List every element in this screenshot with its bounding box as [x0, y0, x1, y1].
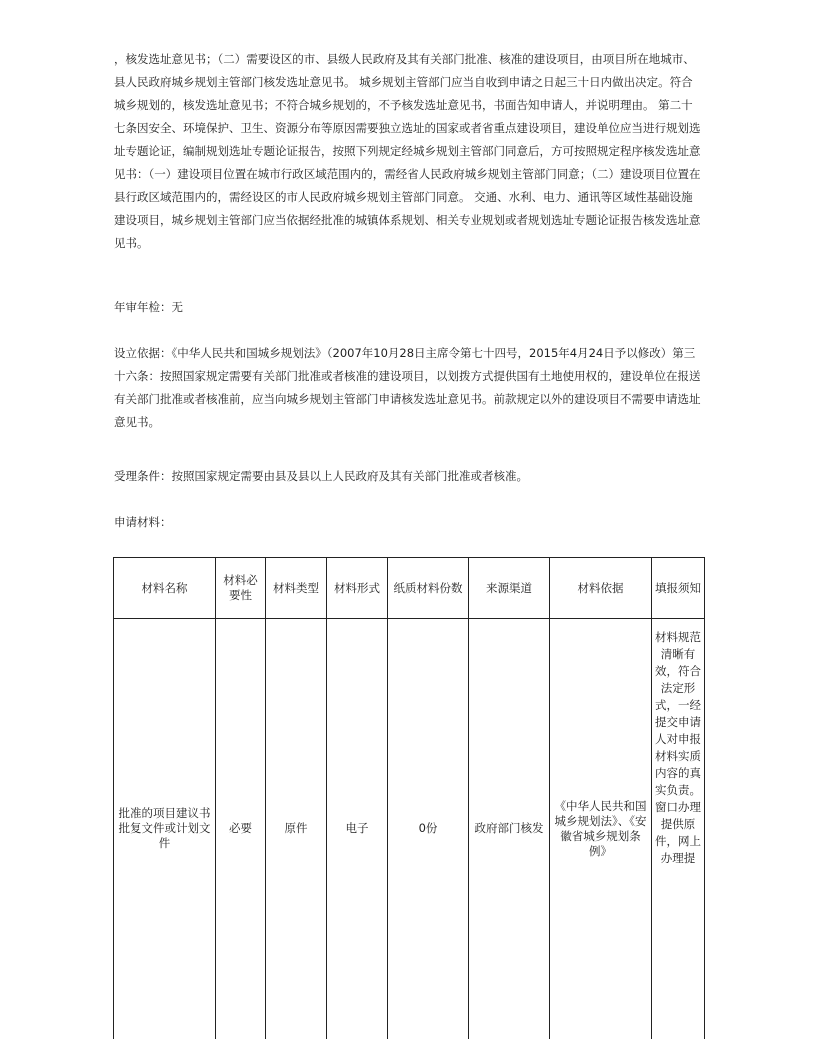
paragraph-materials-label: 申请材料： — [114, 515, 172, 529]
header-necessity: 材料必要性 — [216, 558, 266, 619]
cell-basis: 《中华人民共和国城乡规划法》、《安徽省城乡规划条例》 — [550, 619, 652, 1039]
cell-notes: 材料规范清晰有效，符合法定形式，一经提交申请人对申报材料实质内容的真实负责。窗口办理提供原件，网上办理提 — [652, 619, 705, 1039]
header-material-type: 材料类型 — [266, 558, 327, 619]
cell-paper-copies: 0份 — [388, 619, 469, 1039]
paragraph-annual-review: 年审年检：无 — [114, 300, 183, 314]
header-source: 来源渠道 — [469, 558, 550, 619]
paragraph-legal-basis: 设立依据：《中华人民共和国城乡规划法》（2007年10月28日主席令第七十四号，2015年4月24日予以修改）第三十六条：按照国家规定需要有关部门批准或者核准的建设项目，以划拨方式提供国有土地使用权的，建设单位在报送有关部门批准或者核准前，应当向城乡规划主管部门申请核发选址意见书。前款规定以外的建设项目不需要申请选址意见书。 — [114, 346, 701, 429]
header-basis: 材料依据 — [550, 558, 652, 619]
cell-material-type: 原件 — [266, 619, 327, 1039]
paragraph-intro: ，核发选址意见书；（二）需要设区的市、县级人民政府及其有关部门批准、核准的建设项目，由项目所在地城市、县人民政府城乡规划主管部门核发选址意见书。 城乡规划主管部门应当自收到申请之日起三十日内做出决定。符合城乡规划的，核发选址意见书；不符合城乡规划的，不予核发选址意见书，书面告知申请人，并说明理由。 第二十七条因安全、环境保护、卫生、资源分布等原因需要独立选址的国家或者省重点建设项目，建设单位应当进行规划选址专题论证，编制规划选址专题论证报告，按照下列规定经城乡规划主管部门同意后，方可按照规定程序核发选址意见书：（一）建设项目位置在城市行政区域范围内的，需经省人民政府城乡规划主管部门同意；（二）建设项目位置在县行政区域范围内的，需经设区的市人民政府城乡规划主管部门同意。 交通、水利、电力、通讯等区域性基础设施建设项目，城乡规划主管部门应当依据经批准的城镇体系规划、相关专业规划或者规划选址专题论证报告核发选址意见书。 — [114, 52, 701, 250]
cell-material-name: 批准的项目建议书批复文件或计划文件 — [114, 619, 216, 1039]
header-paper-copies: 纸质材料份数 — [388, 558, 469, 619]
cell-material-form: 电子 — [327, 619, 388, 1039]
header-notes: 填报须知 — [652, 558, 705, 619]
table-row — [114, 619, 705, 1039]
materials-table — [113, 557, 705, 1039]
table-header-row — [114, 558, 705, 619]
cell-necessity: 必要 — [216, 619, 266, 1039]
header-material-name: 材料名称 — [114, 558, 216, 619]
paragraph-acceptance: 受理条件：按照国家规定需要由县及县以上人民政府及其有关部门批准或者核准。 — [114, 469, 528, 483]
cell-source: 政府部门核发 — [469, 619, 550, 1039]
header-material-form: 材料形式 — [327, 558, 388, 619]
